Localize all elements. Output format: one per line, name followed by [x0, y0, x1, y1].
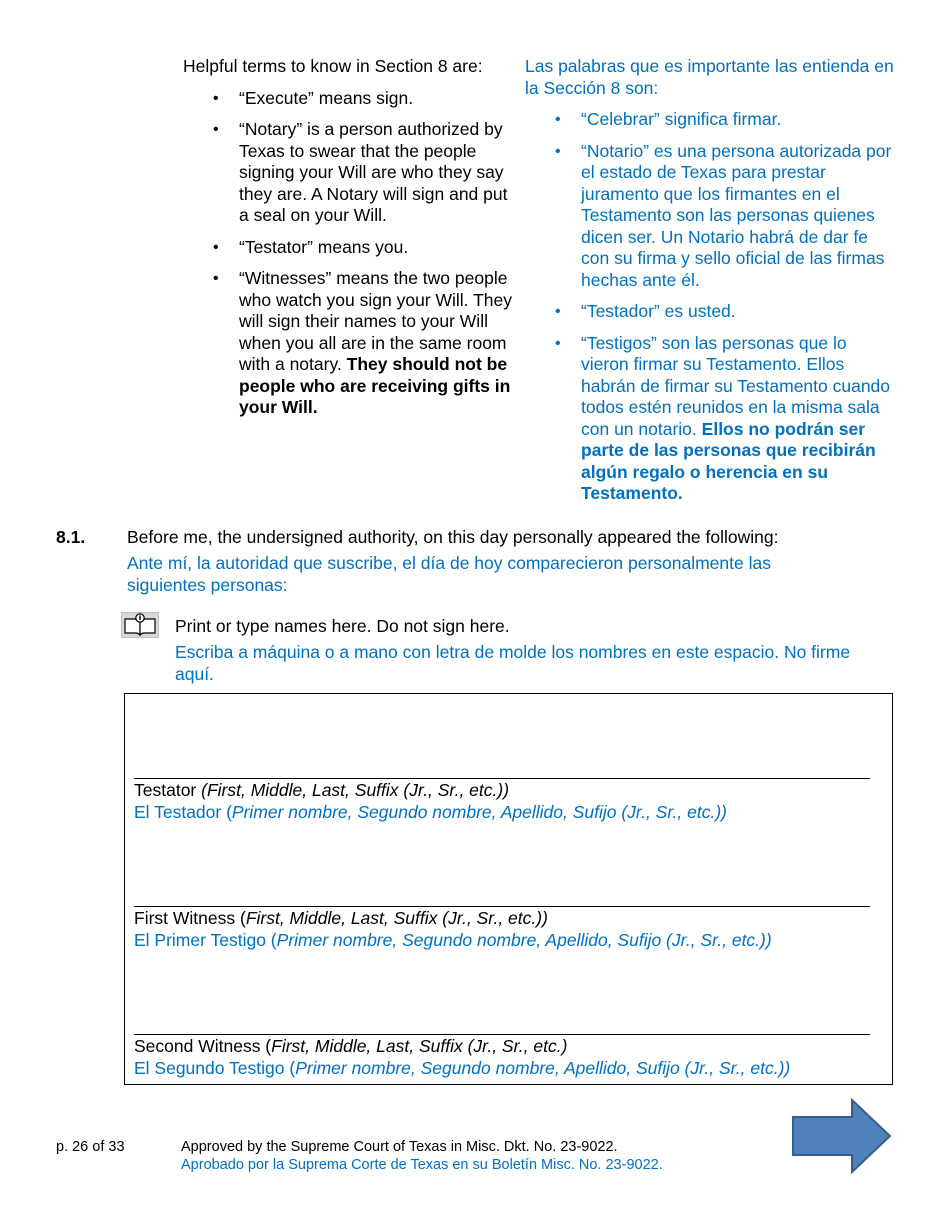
section-text-es: Ante mí, la autoridad que suscribe, el día de hoy comparecieron personalmente las siguientes personas: — [127, 553, 771, 595]
names-box — [124, 693, 893, 1085]
note-text-es: Escriba a máquina o a mano con letra de molde los nombres en este espacio. No firme aquí. — [175, 642, 851, 684]
term-item-notario: • “Notario” es una persona autorizada por el estado de Texas para prestar juramento que los firmantes en el Testamento son las personas quienes dicen ser. Un Notario habrá de dar fe con su firma y sello oficial de las firmas hechas ante él. — [555, 141, 895, 292]
term-witnesses-warning: They should not be people who are receiving gifts in your Will. — [239, 354, 511, 417]
terms-english — [183, 56, 513, 429]
term-item-witnesses — [213, 268, 513, 419]
terms-spanish — [525, 56, 895, 515]
first-witness-label-es: El Primer Testigo (Primer nombre, Segundo nombre, Apellido, Sufijo (Jr., Sr., etc.)) — [134, 929, 772, 950]
page-number: p. 26 of 33 — [56, 1139, 125, 1155]
section-text-en: Before me, the undersigned authority, on this day personally appeared the following: — [127, 527, 779, 547]
first-witness-name-field[interactable] — [134, 906, 870, 951]
first-witness-label-en: First Witness (First, Middle, Last, Suffix (Jr., Sr., etc.)) — [134, 908, 548, 928]
second-witness-label-en: Second Witness (First, Middle, Last, Suffix (Jr., Sr., etc.) — [134, 1036, 568, 1056]
testator-name-field[interactable] — [134, 778, 870, 823]
book-info-icon — [121, 612, 159, 638]
term-item-celebrar: • “Celebrar” significa firmar. — [555, 109, 895, 131]
second-witness-name-field[interactable] — [134, 1034, 870, 1079]
first-witness-name-line[interactable] — [134, 906, 870, 907]
terms-intro-en: Helpful terms to know in Section 8 are: — [183, 56, 483, 76]
terms-list-es — [555, 109, 895, 505]
second-witness-name-line[interactable] — [134, 1034, 870, 1035]
testator-name-line[interactable] — [134, 778, 870, 779]
next-page-arrow-icon[interactable] — [790, 1098, 894, 1174]
terms-list-en — [213, 88, 513, 419]
term-item-execute: • “Execute” means sign. — [213, 88, 513, 110]
testator-label-en: Testator (First, Middle, Last, Suffix (Jr., Sr., etc.)) — [134, 780, 510, 800]
testator-label-es: El Testador (Primer nombre, Segundo nombre, Apellido, Sufijo (Jr., Sr., etc.)) — [134, 801, 727, 822]
second-witness-label-es: El Segundo Testigo (Primer nombre, Segundo nombre, Apellido, Sufijo (Jr., Sr., etc.)) — [134, 1057, 791, 1078]
terms-intro-es: Las palabras que es importante las entienda en la Sección 8 son: — [525, 56, 894, 98]
term-item-notary: • “Notary” is a person authorized by Texas to swear that the people signing your Will are who they say they are. A Notary will sign and put a seal on your Will. — [213, 119, 513, 227]
term-item-testador: • “Testador” es usted. — [555, 301, 895, 323]
footer-approval-es: Aprobado por la Suprema Corte de Texas en su Boletín Misc. No. 23-9022. — [181, 1157, 663, 1173]
term-item-testator: • “Testator” means you. — [213, 237, 513, 259]
note-text-en: Print or type names here. Do not sign here. — [175, 616, 510, 636]
footer-approval-en: Approved by the Supreme Court of Texas in Misc. Dkt. No. 23-9022. — [181, 1139, 618, 1155]
term-testigos-text: “Testigos” son las personas que lo vieron firmar su Testamento. Ellos habrán de firmar su Testamento cuando todos estén reunidos en la misma sala con un notario. — [581, 332, 891, 439]
term-item-testigos — [555, 333, 895, 505]
section-number: 8.1. — [56, 527, 86, 547]
term-testigos-warning: Ellos no podrán ser parte de las personas que recibirán algún regalo o herencia en su Testamento. — [581, 418, 876, 503]
term-witnesses-text: “Witnesses” means the two people who watch you sign your Will. They will sign their names to your Will when you all are in the same room with a notary. — [239, 268, 512, 374]
